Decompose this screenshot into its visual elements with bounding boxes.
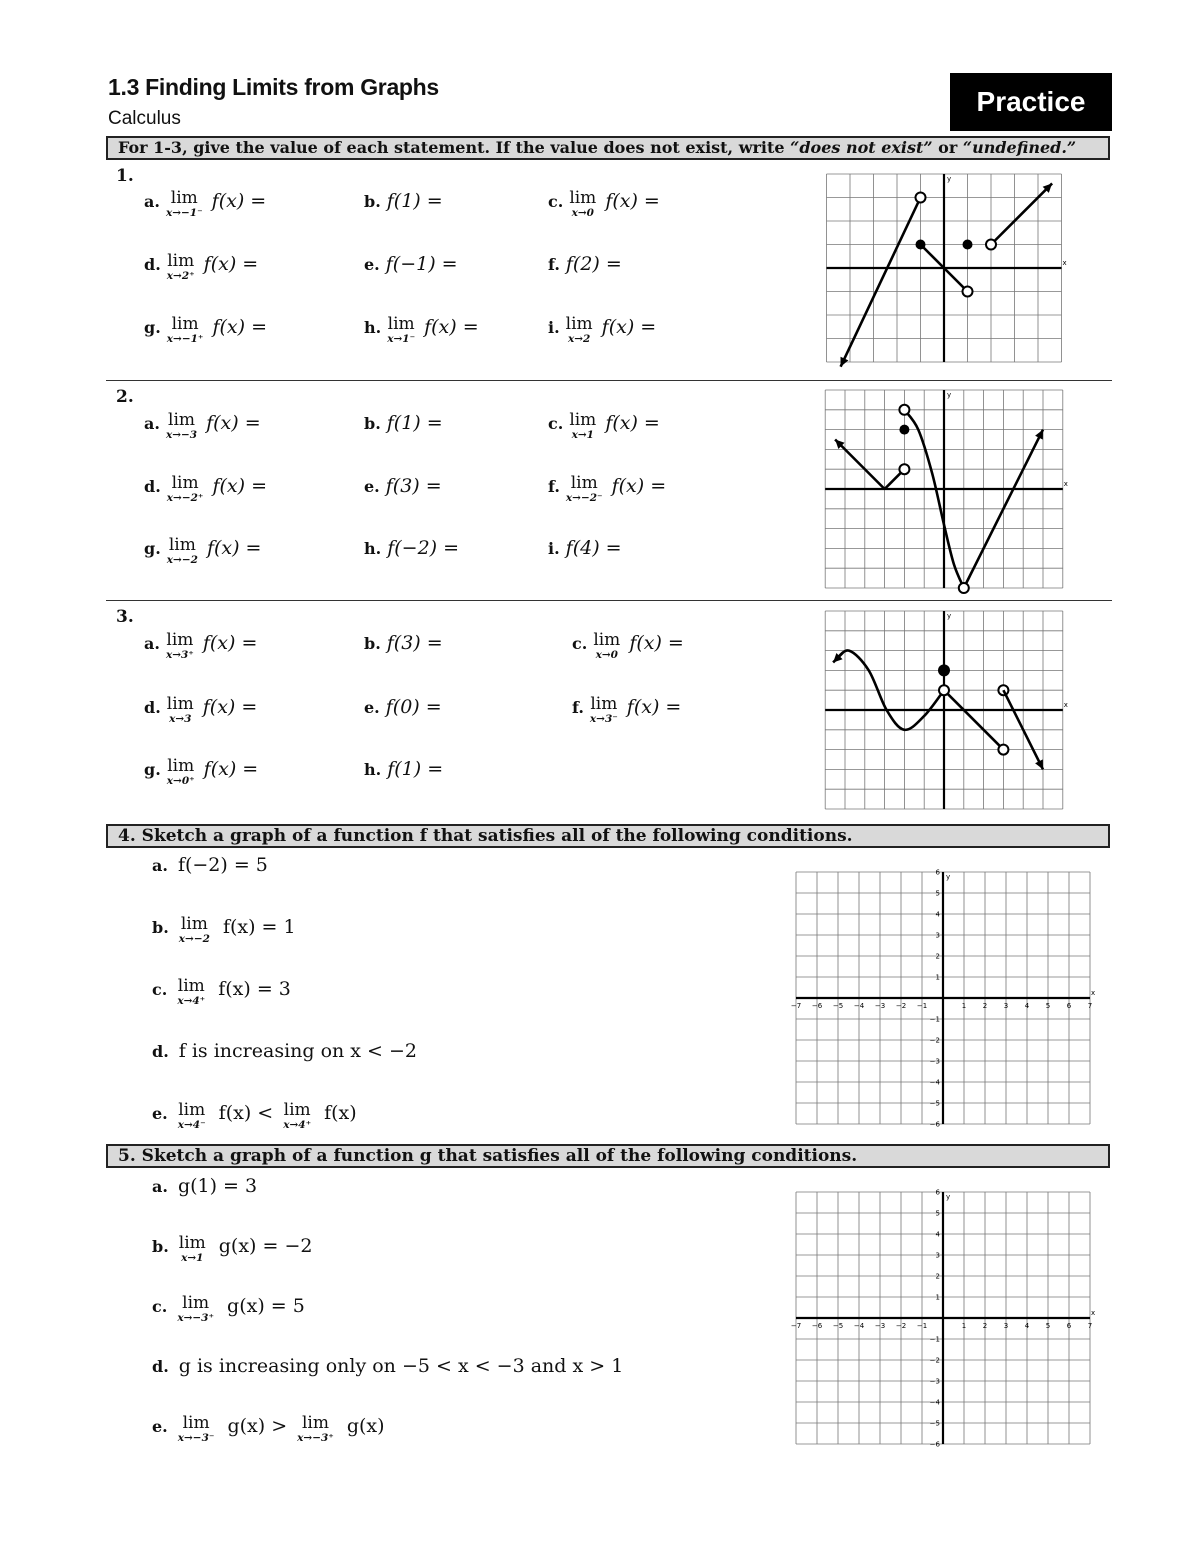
question-label: d. <box>144 255 161 274</box>
problem-number: 2. <box>116 387 134 407</box>
problem-number: 3. <box>116 607 134 627</box>
graph-problem-2 <box>826 383 1068 597</box>
limit-operator <box>177 1295 214 1324</box>
tick-label: −1 <box>916 1002 928 1010</box>
question-label: g. <box>144 760 161 779</box>
question-item <box>144 190 266 219</box>
curve-segment <box>904 410 963 588</box>
question-label: b. <box>364 414 381 433</box>
question-item <box>548 316 656 345</box>
limit-approach: x→−3 <box>165 429 198 441</box>
y-axis-label: y <box>947 175 952 183</box>
question-item <box>144 253 258 282</box>
question-label: i. <box>548 539 560 558</box>
limit-approach: x→−3⁺ <box>297 1432 334 1444</box>
tick-label: 2 <box>935 1272 940 1281</box>
tick-label: 6 <box>935 1188 940 1197</box>
question-expression: f(0) = <box>385 696 442 718</box>
tick-label: −5 <box>929 1099 940 1108</box>
tick-label: 2 <box>935 952 940 961</box>
graph-problem-5-blank[interactable] <box>788 1172 1100 1464</box>
open-point <box>939 685 949 695</box>
condition-label: c. <box>152 1297 168 1316</box>
condition-text: g(1) = 3 <box>177 1175 258 1197</box>
question-label: b. <box>364 634 381 653</box>
question-item <box>364 696 442 718</box>
tick-label: −5 <box>929 1419 940 1428</box>
question-expression: f(2) = <box>565 253 622 275</box>
tick-label: 3 <box>1003 1002 1009 1010</box>
condition-label: a. <box>152 856 168 875</box>
limit-word: lim <box>178 1233 206 1253</box>
question-expression: f(1) = <box>386 412 443 434</box>
question-label: f. <box>548 477 560 496</box>
question-label: d. <box>144 698 161 717</box>
question-item <box>364 412 443 434</box>
tick-label: −4 <box>853 1322 865 1330</box>
section-divider <box>106 600 1112 601</box>
question-label: e. <box>364 477 380 496</box>
question-expression: f(x) = <box>605 412 660 434</box>
tick-label: 5 <box>1045 1322 1051 1330</box>
condition-text: f(x) = 3 <box>218 978 291 1000</box>
question-expression: f(−1) = <box>385 253 458 275</box>
tick-label: 4 <box>935 910 940 919</box>
tick-label: 5 <box>935 1209 940 1218</box>
limit-word: lim <box>565 314 593 334</box>
graph-problem-1 <box>826 162 1067 376</box>
limit-operator <box>167 475 204 504</box>
x-axis-label: x <box>1091 1309 1096 1317</box>
problem-number: 1. <box>116 166 134 186</box>
question-expression: f(3) = <box>386 632 443 654</box>
condition-text: g is increasing only on −5 < x < −3 and x > 1 <box>178 1355 624 1377</box>
question-label: h. <box>364 318 382 337</box>
question-label: a. <box>144 192 160 211</box>
limit-approach: x→0 <box>571 207 594 219</box>
question-expression: f(x) = <box>212 475 268 497</box>
question-expression: f(x) = <box>629 632 684 654</box>
condition-label: d. <box>152 1357 169 1376</box>
limit-approach: x→2⁺ <box>166 270 195 282</box>
tick-label: −4 <box>853 1002 865 1010</box>
question-label: c. <box>548 192 564 211</box>
limit-word: lim <box>302 1413 329 1433</box>
limit-operator <box>167 253 195 282</box>
limit-approach: x→0⁺ <box>166 775 195 787</box>
question-expression: f(x) = <box>601 316 657 338</box>
limit-approach: x→3⁺ <box>165 649 194 661</box>
question-label: e. <box>364 255 380 274</box>
limit-word: lim <box>569 188 597 208</box>
condition-text: f(x) < <box>218 1102 274 1124</box>
instructions-or: or <box>932 138 963 157</box>
practice-badge: Practice <box>950 73 1112 131</box>
condition-item <box>152 1415 385 1444</box>
limit-operator <box>167 758 195 787</box>
limit-approach: x→−3⁺ <box>177 1312 215 1324</box>
question-item <box>144 632 257 661</box>
question-item <box>364 190 443 212</box>
tick-label: −2 <box>929 1356 940 1365</box>
question-item <box>144 316 267 345</box>
limit-word: lim <box>180 914 208 934</box>
question-label: i. <box>548 318 560 337</box>
question-label: f. <box>572 698 584 717</box>
question-item <box>144 537 261 566</box>
tick-label: −1 <box>929 1015 940 1024</box>
tick-label: 7 <box>1087 1322 1093 1330</box>
question-item <box>144 696 257 725</box>
condition-text: g(x) = 5 <box>227 1295 305 1317</box>
question-label: c. <box>548 414 564 433</box>
limit-operator <box>569 412 596 441</box>
limit-word: lim <box>171 314 199 334</box>
graph-problem-4-blank[interactable] <box>788 852 1100 1134</box>
limit-approach: x→4⁻ <box>177 1119 206 1131</box>
tick-label: −4 <box>929 1078 940 1087</box>
limit-operator <box>566 316 593 345</box>
tick-label: 4 <box>1024 1002 1030 1010</box>
question-expression: f(x) = <box>212 316 268 338</box>
question-label: g. <box>144 539 161 558</box>
tick-label: −2 <box>895 1322 907 1330</box>
limit-approach: x→−2 <box>178 933 210 945</box>
closed-point <box>938 664 950 676</box>
tick-label: −3 <box>929 1377 940 1386</box>
tick-label: −1 <box>929 1335 940 1344</box>
tick-label: −1 <box>916 1322 928 1330</box>
limit-approach: x→4⁺ <box>177 995 206 1007</box>
limit-word: lim <box>593 630 621 650</box>
tick-label: 5 <box>935 889 940 898</box>
x-axis-label: x <box>1063 480 1068 488</box>
condition-item <box>152 916 296 945</box>
question-label: f. <box>548 255 560 274</box>
open-point <box>916 193 926 203</box>
problem-4-heading: 4. Sketch a graph of a function f that satisfies all of the following conditions. <box>106 824 1110 848</box>
question-expression: f(x) = <box>626 696 682 718</box>
curve-segment <box>841 198 921 367</box>
instructions-text: For 1-3, give the value of each statement. If the value does not exist, write <box>118 138 791 157</box>
open-point <box>986 240 996 250</box>
limit-word: lim <box>569 410 597 430</box>
condition-label: e. <box>152 1417 168 1436</box>
limit-approach: x→−1⁺ <box>166 333 204 345</box>
open-point <box>959 583 969 593</box>
limit-operator <box>167 316 204 345</box>
limit-approach: x→1 <box>181 1252 204 1264</box>
condition-text: f(x) <box>324 1102 357 1124</box>
tick-label: −2 <box>895 1002 907 1010</box>
limit-operator <box>179 1235 206 1264</box>
condition-text: f(x) = 1 <box>222 916 296 938</box>
limit-word: lim <box>167 251 195 271</box>
question-expression: f(x) = <box>605 190 660 212</box>
limit-word: lim <box>590 694 618 714</box>
condition-item <box>152 854 268 876</box>
y-axis-label: y <box>946 1193 951 1201</box>
limit-word: lim <box>168 410 196 430</box>
question-label: a. <box>144 634 160 653</box>
tick-label: 1 <box>961 1322 967 1330</box>
dne-phrase: “does not exist” <box>790 138 933 157</box>
question-label: h. <box>364 539 382 558</box>
tick-label: −7 <box>790 1322 802 1330</box>
curve-segment <box>991 183 1052 244</box>
limit-operator <box>566 475 603 504</box>
condition-text: f is increasing on x < −2 <box>178 1040 418 1062</box>
limit-approach: x→1⁻ <box>387 333 416 345</box>
question-expression: f(x) = <box>206 412 261 434</box>
limit-approach: x→2 <box>567 333 591 345</box>
limit-operator <box>387 316 415 345</box>
question-item <box>364 253 458 275</box>
tick-label: 3 <box>935 931 940 940</box>
limit-word: lim <box>178 1100 206 1120</box>
limit-approach: x→−2 <box>166 554 198 566</box>
question-item <box>144 758 258 787</box>
limit-word: lim <box>177 976 205 996</box>
question-label: b. <box>364 192 381 211</box>
tick-label: −3 <box>929 1057 940 1066</box>
limit-approach: x→3 <box>169 713 192 725</box>
question-expression: f(3) = <box>385 475 442 497</box>
tick-label: −6 <box>811 1002 823 1010</box>
limit-operator <box>178 1102 206 1131</box>
question-label: d. <box>144 477 161 496</box>
condition-item <box>152 1355 623 1377</box>
closed-point <box>916 240 926 250</box>
y-axis-label: y <box>947 391 952 399</box>
condition-label: c. <box>152 980 168 999</box>
closed-point <box>899 425 909 435</box>
tick-label: 6 <box>935 868 940 877</box>
condition-item <box>152 1235 312 1264</box>
tick-label: −6 <box>811 1322 823 1330</box>
open-point <box>998 745 1008 755</box>
page-title: 1.3 Finding Limits from Graphs <box>108 74 439 100</box>
course-name: Calculus <box>108 108 181 129</box>
limit-word: lim <box>387 314 415 334</box>
limit-operator <box>167 537 198 566</box>
tick-label: 6 <box>1066 1002 1072 1010</box>
question-expression: f(4) = <box>565 537 622 559</box>
limit-operator <box>569 190 596 219</box>
condition-label: b. <box>152 1237 169 1256</box>
y-axis-label: y <box>947 612 952 620</box>
tick-label: 4 <box>935 1230 940 1239</box>
condition-text: g(x) > <box>227 1415 288 1437</box>
question-item <box>364 475 442 497</box>
question-item <box>364 316 479 345</box>
question-label: a. <box>144 414 160 433</box>
question-expression: f(x) = <box>203 758 259 780</box>
question-expression: f(x) = <box>203 253 259 275</box>
limit-operator <box>167 696 194 725</box>
condition-text: g(x) <box>346 1415 385 1437</box>
condition-label: e. <box>152 1104 168 1123</box>
tick-label: 5 <box>1045 1002 1051 1010</box>
tick-label: −3 <box>874 1002 886 1010</box>
curve-segment <box>944 690 1003 749</box>
instructions-bar <box>106 136 1110 160</box>
x-axis-label: x <box>1091 989 1096 997</box>
condition-label: a. <box>152 1177 168 1196</box>
tick-label: 6 <box>1066 1322 1072 1330</box>
tick-label: −6 <box>929 1120 940 1129</box>
limit-operator <box>297 1415 334 1444</box>
question-expression: f(1) = <box>386 190 443 212</box>
limit-word: lim <box>182 1293 210 1313</box>
limit-operator <box>166 190 203 219</box>
question-item <box>548 253 622 275</box>
limit-approach: x→1 <box>571 429 594 441</box>
limit-word: lim <box>166 630 194 650</box>
tick-label: 3 <box>1003 1322 1009 1330</box>
limit-operator <box>590 696 618 725</box>
limit-approach: x→−2⁻ <box>565 492 603 504</box>
question-expression: f(x) = <box>611 475 667 497</box>
limit-operator <box>166 412 197 441</box>
question-expression: f(−2) = <box>387 537 460 559</box>
question-item <box>144 475 267 504</box>
question-expression: f(x) = <box>424 316 479 338</box>
tick-label: −4 <box>929 1398 940 1407</box>
limit-word: lim <box>171 473 199 493</box>
condition-label: b. <box>152 918 169 937</box>
x-axis-label: x <box>1063 701 1068 709</box>
condition-item <box>152 978 291 1007</box>
tick-label: −5 <box>832 1322 844 1330</box>
tick-label: 1 <box>961 1002 967 1010</box>
y-axis-label: y <box>946 873 951 881</box>
limit-operator <box>166 632 194 661</box>
limit-approach: x→0 <box>595 649 618 661</box>
tick-label: −6 <box>929 1440 940 1449</box>
question-item <box>548 190 660 219</box>
limit-approach: x→−1⁻ <box>165 207 203 219</box>
limit-operator <box>178 1415 215 1444</box>
question-label: g. <box>144 318 161 337</box>
question-expression: f(x) = <box>211 190 267 212</box>
question-item <box>548 537 622 559</box>
tick-label: 1 <box>935 973 940 982</box>
open-point <box>899 464 909 474</box>
question-expression: f(x) = <box>206 537 262 559</box>
problem-5-heading: 5. Sketch a graph of a function g that satisfies all of the following conditions. <box>106 1144 1110 1168</box>
closed-point <box>963 240 973 250</box>
limit-word: lim <box>170 188 198 208</box>
tick-label: 4 <box>1024 1322 1030 1330</box>
limit-word: lim <box>182 1413 210 1433</box>
limit-word: lim <box>168 535 196 555</box>
question-expression: f(x) = <box>202 632 258 654</box>
question-expression: f(x) = <box>202 696 258 718</box>
condition-item <box>152 1102 357 1131</box>
tick-label: −7 <box>790 1002 802 1010</box>
tick-label: 2 <box>982 1322 988 1330</box>
limit-approach: x→−3⁻ <box>177 1432 215 1444</box>
question-item <box>572 632 684 661</box>
open-point <box>899 405 909 415</box>
question-item <box>364 758 443 780</box>
limit-approach: x→3⁻ <box>589 713 618 725</box>
question-item <box>548 475 666 504</box>
limit-approach: x→4⁺ <box>283 1119 312 1131</box>
graph-problem-3 <box>826 603 1068 821</box>
limit-word: lim <box>570 473 598 493</box>
question-label: c. <box>572 634 588 653</box>
condition-item <box>152 1295 305 1324</box>
condition-item <box>152 1040 417 1062</box>
limit-word: lim <box>283 1100 311 1120</box>
question-item <box>572 696 681 725</box>
question-item <box>548 412 660 441</box>
question-item <box>364 537 459 559</box>
limit-operator <box>283 1102 311 1131</box>
limit-approach: x→−2⁺ <box>166 492 204 504</box>
undefined-phrase: “undefined.” <box>962 138 1077 157</box>
tick-label: 7 <box>1087 1002 1093 1010</box>
question-item <box>144 412 261 441</box>
open-point <box>963 287 973 297</box>
tick-label: 3 <box>935 1251 940 1260</box>
limit-operator <box>179 916 210 945</box>
tick-label: −5 <box>832 1002 844 1010</box>
tick-label: 2 <box>982 1002 988 1010</box>
condition-label: d. <box>152 1042 169 1061</box>
limit-operator <box>593 632 620 661</box>
question-expression: f(1) = <box>387 758 444 780</box>
tick-label: −2 <box>929 1036 940 1045</box>
curve-segment <box>835 440 885 490</box>
question-item <box>364 632 443 654</box>
question-label: e. <box>364 698 380 717</box>
condition-item <box>152 1175 257 1197</box>
condition-text: g(x) = −2 <box>218 1235 313 1257</box>
tick-label: 1 <box>935 1293 940 1302</box>
x-axis-label: x <box>1062 259 1067 267</box>
section-divider <box>106 380 1112 381</box>
limit-word: lim <box>167 756 195 776</box>
condition-text: f(−2) = 5 <box>177 854 268 876</box>
tick-label: −3 <box>874 1322 886 1330</box>
limit-operator <box>177 978 205 1007</box>
question-label: h. <box>364 760 382 779</box>
limit-word: lim <box>166 694 194 714</box>
